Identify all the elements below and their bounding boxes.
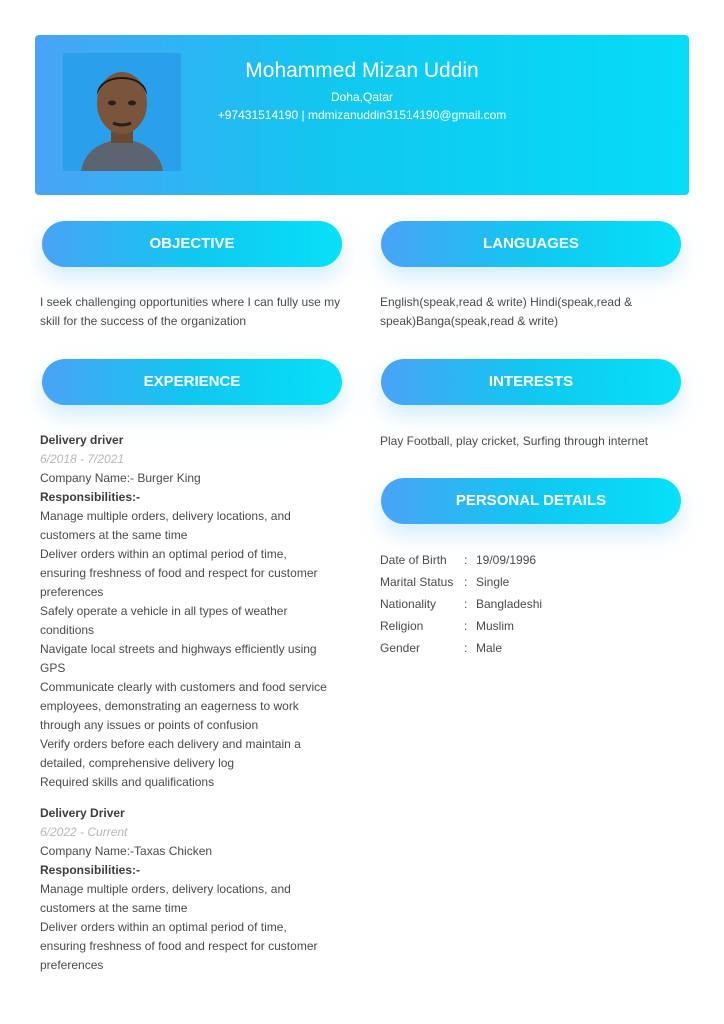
detail-value: Bangladeshi [476,597,543,611]
resp-line: ensuring freshness of food and respect for customer [40,939,318,953]
resp-line: preferences [40,958,104,972]
resp-line: ensuring freshness of food and respect for customer [40,566,318,580]
detail-value: Single [476,575,510,589]
objective-heading: OBJECTIVE [42,221,342,267]
resp-line: customers at the same time [40,901,188,915]
candidate-name: Mohammed Mizan Uddin [245,59,479,82]
detail-value: 19/09/1996 [476,553,537,567]
experience-entry-1 [40,431,360,792]
detail-value: Male [476,641,503,655]
detail-row [380,571,542,593]
detail-label: Gender [380,641,421,655]
resp-line: GPS [40,661,66,675]
detail-colon: : [464,641,468,655]
job-dates: 6/2022 - Current [40,825,128,839]
detail-label: Marital Status [380,575,454,589]
detail-label: Nationality [380,597,437,611]
detail-row [380,637,542,659]
languages-heading: LANGUAGES [381,221,681,267]
detail-label: Date of Birth [380,553,447,567]
responsibilities-label: Responsibilities:- [40,863,141,877]
detail-row [380,593,542,615]
resp-line: Navigate local streets and highways efficiently using [40,642,317,656]
resp-line: Safely operate a vehicle in all types of weather [40,604,288,618]
detail-value: Muslim [476,619,514,633]
location-text: Doha,Qatar [330,90,394,104]
resp-line: Manage multiple orders, delivery locations, and [40,509,291,523]
job-title: Delivery Driver [40,806,125,820]
contact-text: +97431514190 | mdmizanuddin31514190@gmail.com [217,108,507,122]
personal-details-list [380,549,542,659]
resp-line: Required skills and qualifications [40,775,215,789]
resp-line: Deliver orders within an optimal period of time, [40,547,287,561]
resp-line: customers at the same time [40,528,188,542]
detail-row [380,615,542,637]
resp-line: preferences [40,585,104,599]
header-banner [35,35,689,195]
detail-row [380,549,542,571]
job-dates: 6/2018 - 7/2021 [40,452,125,466]
resp-line: detailed, comprehensive delivery log [40,756,235,770]
resp-line: Verify orders before each delivery and maintain a [40,737,301,751]
resp-line: employees, demonstrating an eagerness to work [40,699,299,713]
personal-details-heading: PERSONAL DETAILS [381,478,681,524]
languages-text: English(speak,read & write) Hindi(speak,read & speak)Banga(speak,read & write) [380,295,633,328]
detail-label: Religion [380,619,424,633]
job-title: Delivery driver [40,433,124,447]
company-name: Company Name:-Taxas Chicken [40,844,213,858]
resp-line: through any issues or points of confusion [40,718,259,732]
detail-colon: : [464,597,468,611]
company-name: Company Name:- Burger King [40,471,201,485]
detail-colon: : [464,619,468,633]
interests-text: Play Football, play cricket, Surfing through internet [380,434,649,448]
resp-line: conditions [40,623,95,637]
experience-entry-2 [40,804,360,975]
detail-colon: : [464,553,468,567]
interests-heading: INTERESTS [381,359,681,405]
objective-text: I seek challenging opportunities where I can fully use my skill for the success of the organization [40,295,341,328]
resp-line: Deliver orders within an optimal period of time, [40,920,287,934]
detail-colon: : [464,575,468,589]
resp-line: Manage multiple orders, delivery locations, and [40,882,291,896]
resp-line: Communicate clearly with customers and food service [40,680,327,694]
experience-heading: EXPERIENCE [42,359,342,405]
responsibilities-label: Responsibilities:- [40,490,141,504]
